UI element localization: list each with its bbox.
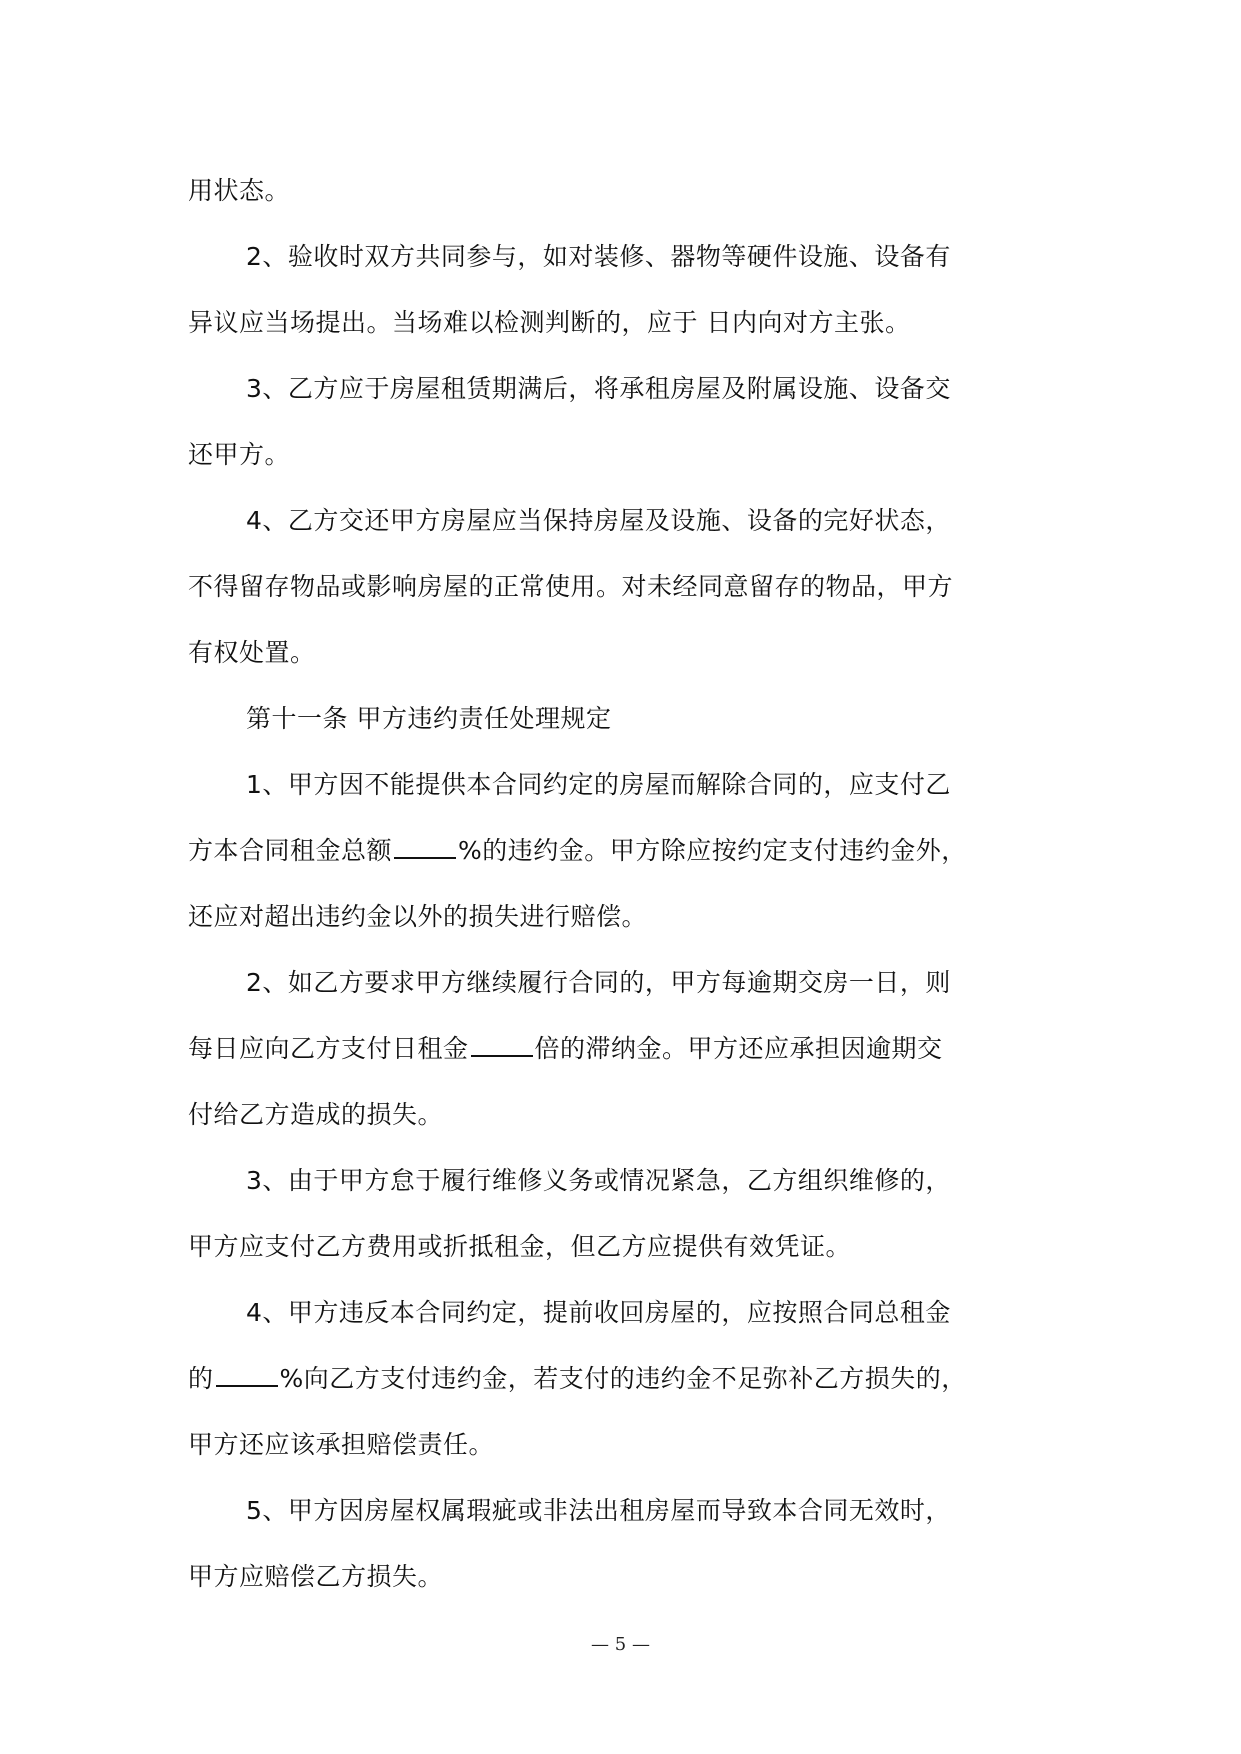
text-line: 1、甲方因不能提供本合同约定的房屋而解除合同的，应支付乙 — [246, 770, 951, 799]
text-fragment: %的违约金。甲方除应按约定支付违约金外， — [458, 836, 967, 865]
text-line: 不得留存物品或影响房屋的正常使用。对未经同意留存的物品，甲方 — [188, 572, 954, 601]
text-fragment: 的 — [188, 1364, 214, 1393]
text-line: 付给乙方造成的损失。 — [188, 1100, 444, 1129]
text-line: 用状态。 — [188, 176, 291, 205]
fill-in-blank — [471, 1033, 533, 1057]
text-line-with-blank — [188, 818, 1052, 884]
text-line: 3、由于甲方怠于履行维修义务或情况紧急，乙方组织维修的， — [246, 1166, 951, 1195]
text-line: 5、甲方因房屋权属瑕疵或非法出租房屋而导致本合同无效时， — [246, 1496, 951, 1525]
text-line-with-blank — [188, 1346, 1052, 1412]
text-line: 甲方应支付乙方费用或折抵租金，但乙方应提供有效凭证。 — [188, 1232, 852, 1261]
text-line: 4、甲方违反本合同约定，提前收回房屋的，应按照合同总租金 — [246, 1298, 951, 1327]
document-body — [188, 158, 1052, 1610]
text-line: 甲方还应该承担赔偿责任。 — [188, 1430, 495, 1459]
text-line-with-blank — [188, 1016, 1052, 1082]
text-fragment: 倍的滞纳金。甲方还应承担因逾期交 — [534, 1034, 943, 1063]
fill-in-blank — [216, 1363, 278, 1387]
text-line: 甲方应赔偿乙方损失。 — [188, 1562, 444, 1591]
text-line: 还甲方。 — [188, 440, 291, 469]
fill-in-blank — [394, 835, 456, 859]
text-line: 有权处置。 — [188, 638, 316, 667]
text-line: 2、如乙方要求甲方继续履行合同的，甲方每逾期交房一日，则 — [246, 968, 951, 997]
section-heading: 第十一条 甲方违约责任处理规定 — [246, 704, 612, 733]
text-line: 4、乙方交还甲方房屋应当保持房屋及设施、设备的完好状态， — [246, 506, 951, 535]
text-fragment: 方本合同租金总额 — [188, 836, 393, 865]
text-fragment: %向乙方支付违约金，若支付的违约金不足弥补乙方损失的， — [279, 1364, 967, 1393]
text-line: 还应对超出违约金以外的损失进行赔偿。 — [188, 902, 648, 931]
text-line: 3、乙方应于房屋租赁期满后，将承租房屋及附属设施、设备交 — [246, 374, 951, 403]
text-fragment: 每日应向乙方支付日租金 — [188, 1034, 469, 1063]
page-number: — 5 — — [591, 1634, 650, 1655]
text-line: 2、验收时双方共同参与，如对装修、器物等硬件设施、设备有 — [246, 242, 951, 271]
text-line: 异议应当场提出。当场难以检测判断的，应于 日内向对方主张。 — [188, 308, 911, 337]
